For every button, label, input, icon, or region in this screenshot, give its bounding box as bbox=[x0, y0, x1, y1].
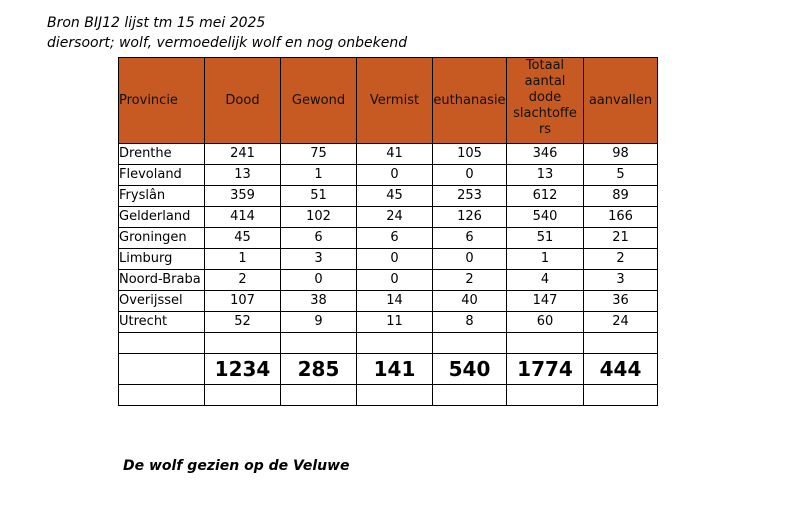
cell-vermist: 14 bbox=[357, 291, 433, 312]
cell-euthanasie: 126 bbox=[433, 207, 507, 228]
table-row bbox=[119, 186, 658, 207]
totals-row bbox=[119, 354, 658, 385]
cell-euthanasie: 0 bbox=[433, 249, 507, 270]
wolf-damage-table bbox=[118, 57, 658, 406]
cell-dood: 1 bbox=[205, 249, 281, 270]
cell-dood: 45 bbox=[205, 228, 281, 249]
cell-euthanasie: 40 bbox=[433, 291, 507, 312]
table-row bbox=[119, 291, 658, 312]
table-row bbox=[119, 144, 658, 165]
cell-vermist: 0 bbox=[357, 249, 433, 270]
cell-provincie: Drenthe bbox=[119, 144, 205, 165]
header-provincie: Provincie bbox=[119, 58, 205, 144]
cell-provincie: Noord-Braba bbox=[119, 270, 205, 291]
cell-euthanasie: 2 bbox=[433, 270, 507, 291]
cell-gewond: 3 bbox=[281, 249, 357, 270]
cell-dood: 241 bbox=[205, 144, 281, 165]
cell-aanvallen: 89 bbox=[584, 186, 658, 207]
cell-vermist: 11 bbox=[357, 312, 433, 333]
cell-gewond: 102 bbox=[281, 207, 357, 228]
empty-cell bbox=[507, 385, 584, 406]
empty-cell bbox=[119, 333, 205, 354]
cell-totaal: 60 bbox=[507, 312, 584, 333]
cell-provincie: Flevoland bbox=[119, 165, 205, 186]
cell-gewond: 75 bbox=[281, 144, 357, 165]
source-note bbox=[47, 13, 407, 53]
cell-vermist: 45 bbox=[357, 186, 433, 207]
cell-euthanasie: 0 bbox=[433, 165, 507, 186]
total-dood: 1234 bbox=[205, 354, 281, 385]
cell-totaal: 540 bbox=[507, 207, 584, 228]
table-row bbox=[119, 312, 658, 333]
header-aanvallen: aanvallen bbox=[584, 58, 658, 144]
table-row bbox=[119, 249, 658, 270]
empty-cell bbox=[205, 333, 281, 354]
total-totaal: 1774 bbox=[507, 354, 584, 385]
empty-cell bbox=[357, 333, 433, 354]
cell-dood: 414 bbox=[205, 207, 281, 228]
header-totaal-line: slachtoffe bbox=[513, 106, 577, 121]
cell-provincie: Utrecht bbox=[119, 312, 205, 333]
species-line: diersoort; wolf, vermoedelijk wolf en nog onbekend bbox=[47, 35, 408, 51]
cell-vermist: 41 bbox=[357, 144, 433, 165]
cell-gewond: 1 bbox=[281, 165, 357, 186]
cell-provincie: Groningen bbox=[119, 228, 205, 249]
empty-cell bbox=[281, 333, 357, 354]
empty-cell bbox=[584, 385, 658, 406]
empty-cell bbox=[281, 385, 357, 406]
header-euthanasie: euthanasie bbox=[433, 58, 507, 144]
table-row bbox=[119, 270, 658, 291]
totals-label-cell bbox=[119, 354, 205, 385]
cell-euthanasie: 253 bbox=[433, 186, 507, 207]
empty-cell bbox=[357, 385, 433, 406]
cell-dood: 107 bbox=[205, 291, 281, 312]
cell-provincie: Overijssel bbox=[119, 291, 205, 312]
cell-dood: 13 bbox=[205, 165, 281, 186]
cell-totaal: 147 bbox=[507, 291, 584, 312]
cell-aanvallen: 166 bbox=[584, 207, 658, 228]
table-row bbox=[119, 207, 658, 228]
table-row bbox=[119, 165, 658, 186]
cell-dood: 359 bbox=[205, 186, 281, 207]
cell-vermist: 6 bbox=[357, 228, 433, 249]
cell-totaal: 4 bbox=[507, 270, 584, 291]
empty-cell bbox=[433, 333, 507, 354]
header-vermist: Vermist bbox=[357, 58, 433, 144]
cell-totaal: 51 bbox=[507, 228, 584, 249]
cell-euthanasie: 105 bbox=[433, 144, 507, 165]
cell-totaal: 1 bbox=[507, 249, 584, 270]
table-header-row bbox=[119, 58, 658, 144]
cell-totaal: 612 bbox=[507, 186, 584, 207]
cell-gewond: 38 bbox=[281, 291, 357, 312]
empty-row bbox=[119, 333, 658, 354]
cell-dood: 2 bbox=[205, 270, 281, 291]
cell-gewond: 6 bbox=[281, 228, 357, 249]
cell-euthanasie: 6 bbox=[433, 228, 507, 249]
cell-aanvallen: 3 bbox=[584, 270, 658, 291]
total-euthanasie: 540 bbox=[433, 354, 507, 385]
cell-vermist: 0 bbox=[357, 165, 433, 186]
table-row bbox=[119, 228, 658, 249]
cell-gewond: 9 bbox=[281, 312, 357, 333]
cell-vermist: 0 bbox=[357, 270, 433, 291]
cell-provincie: Gelderland bbox=[119, 207, 205, 228]
caption: De wolf gezien op de Veluwe bbox=[123, 458, 350, 474]
cell-aanvallen: 21 bbox=[584, 228, 658, 249]
header-totaal-line: Totaal bbox=[525, 58, 565, 73]
header-totaal-line: aantal bbox=[524, 74, 566, 89]
cell-aanvallen: 36 bbox=[584, 291, 658, 312]
cell-gewond: 51 bbox=[281, 186, 357, 207]
header-gewond: Gewond bbox=[281, 58, 357, 144]
empty-cell bbox=[205, 385, 281, 406]
header-totaal-line: rs bbox=[538, 122, 552, 137]
cell-dood: 52 bbox=[205, 312, 281, 333]
empty-cell bbox=[507, 333, 584, 354]
cell-provincie: Fryslân bbox=[119, 186, 205, 207]
header-totaal bbox=[507, 58, 584, 144]
cell-euthanasie: 8 bbox=[433, 312, 507, 333]
source-line: Bron BIJ12 lijst tm 15 mei 2025 bbox=[47, 15, 266, 31]
header-totaal-line: dode bbox=[528, 90, 562, 105]
cell-totaal: 13 bbox=[507, 165, 584, 186]
total-aanvallen: 444 bbox=[584, 354, 658, 385]
empty-row bbox=[119, 385, 658, 406]
cell-aanvallen: 24 bbox=[584, 312, 658, 333]
cell-gewond: 0 bbox=[281, 270, 357, 291]
cell-totaal: 346 bbox=[507, 144, 584, 165]
cell-aanvallen: 98 bbox=[584, 144, 658, 165]
cell-vermist: 24 bbox=[357, 207, 433, 228]
cell-aanvallen: 2 bbox=[584, 249, 658, 270]
empty-cell bbox=[433, 385, 507, 406]
cell-provincie: Limburg bbox=[119, 249, 205, 270]
empty-cell bbox=[584, 333, 658, 354]
cell-aanvallen: 5 bbox=[584, 165, 658, 186]
header-dood: Dood bbox=[205, 58, 281, 144]
total-vermist: 141 bbox=[357, 354, 433, 385]
empty-cell bbox=[119, 385, 205, 406]
total-gewond: 285 bbox=[281, 354, 357, 385]
